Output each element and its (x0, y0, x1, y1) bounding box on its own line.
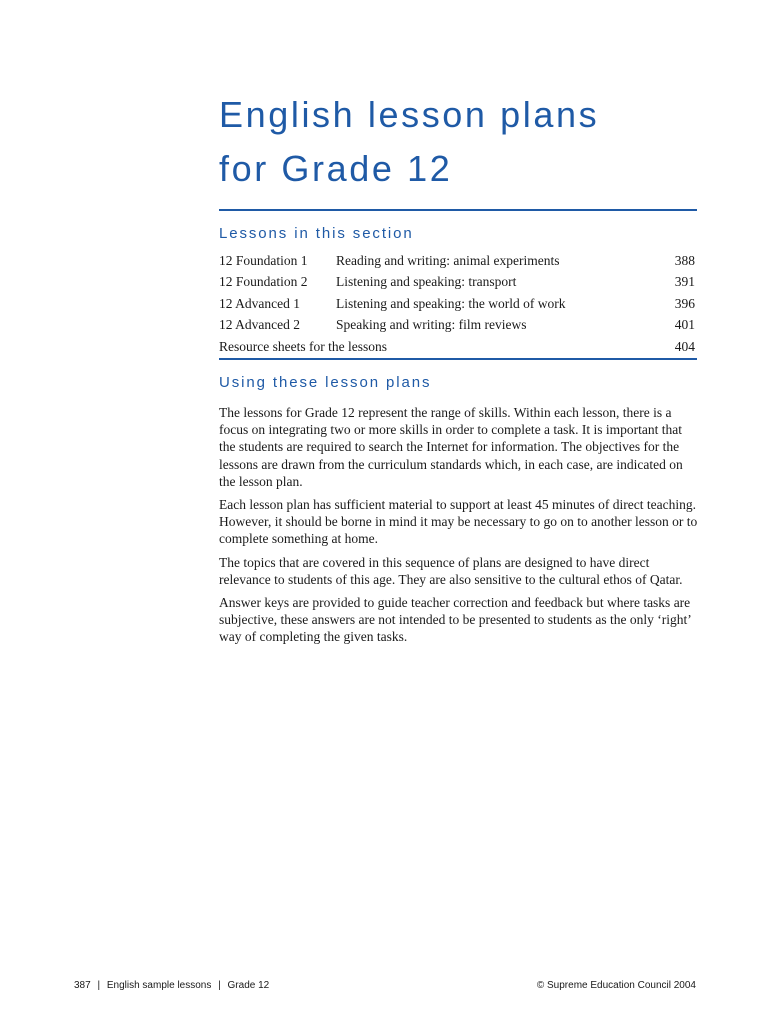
footer-copyright: © Supreme Education Council 2004 (536, 980, 696, 991)
page-footer (74, 980, 696, 994)
lesson-row (219, 250, 697, 271)
lessons-heading: Lessons in this section (219, 225, 414, 242)
page-title-line-1: English lesson plans (219, 94, 600, 135)
lesson-topic: Listening and speaking: the world of work (336, 295, 566, 311)
lesson-topic: Listening and speaking: transport (336, 274, 517, 290)
footer-separator: | (97, 980, 101, 991)
lesson-row (219, 314, 697, 335)
lesson-code: 12 Advanced 2 (219, 317, 300, 333)
lesson-page: 396 (674, 295, 695, 311)
lesson-page: 401 (674, 317, 695, 333)
using-body (219, 404, 699, 652)
section-divider-bottom (219, 358, 697, 360)
page-title-line-2: for Grade 12 (219, 148, 453, 189)
lesson-topic: Speaking and writing: film reviews (336, 317, 527, 333)
section-divider-top (219, 209, 697, 211)
lesson-row (219, 271, 697, 292)
footer-left (74, 980, 269, 991)
body-paragraph: Each lesson plan has sufficient material to support at least 45 minutes of direct teaching. However, it should be borne in mind it may be necessary to go on to another lesson or to complete something at home. (219, 497, 698, 547)
lesson-row (219, 293, 697, 314)
lesson-page: 391 (674, 274, 695, 290)
page-title (219, 88, 699, 196)
footer-separator: | (218, 980, 221, 991)
lesson-topic: Reading and writing: animal experiments (336, 253, 560, 268)
lesson-code: 12 Advanced 1 (219, 295, 300, 311)
lesson-page: 404 (674, 338, 695, 354)
lesson-code: 12 Foundation 1 (219, 253, 308, 268)
body-paragraph: The topics that are covered in this sequence of plans are designed to have direct relevance to students of this age. They are also sensitive to the cultural ethos of Qatar. (219, 554, 683, 587)
lesson-code: 12 Foundation 2 (219, 274, 308, 290)
footer-page-number: 387 (74, 980, 91, 991)
lessons-table (219, 250, 697, 357)
lesson-row (219, 336, 697, 357)
footer-book-title: English sample lessons (106, 980, 212, 991)
body-paragraph: The lessons for Grade 12 represent the range of skills. Within each lesson, there is a focus on integrating two or more skills in order to complete a task. It is important that the students are required to search the Internet for information. The objectives for the lessons are drawn from the curriculum standards which, in each case, are indicated on the lesson plan. (219, 405, 683, 489)
lesson-code: Resource sheets for the lessons (219, 338, 387, 354)
using-heading: Using these lesson plans (219, 374, 432, 391)
lesson-page: 388 (674, 253, 695, 268)
footer-grade: Grade 12 (227, 980, 270, 991)
body-paragraph: Answer keys are provided to guide teacher correction and feedback but where tasks are subjective, these answers are not intended to be presented to students as the only ‘right’ way of completing the given tasks. (219, 595, 691, 645)
